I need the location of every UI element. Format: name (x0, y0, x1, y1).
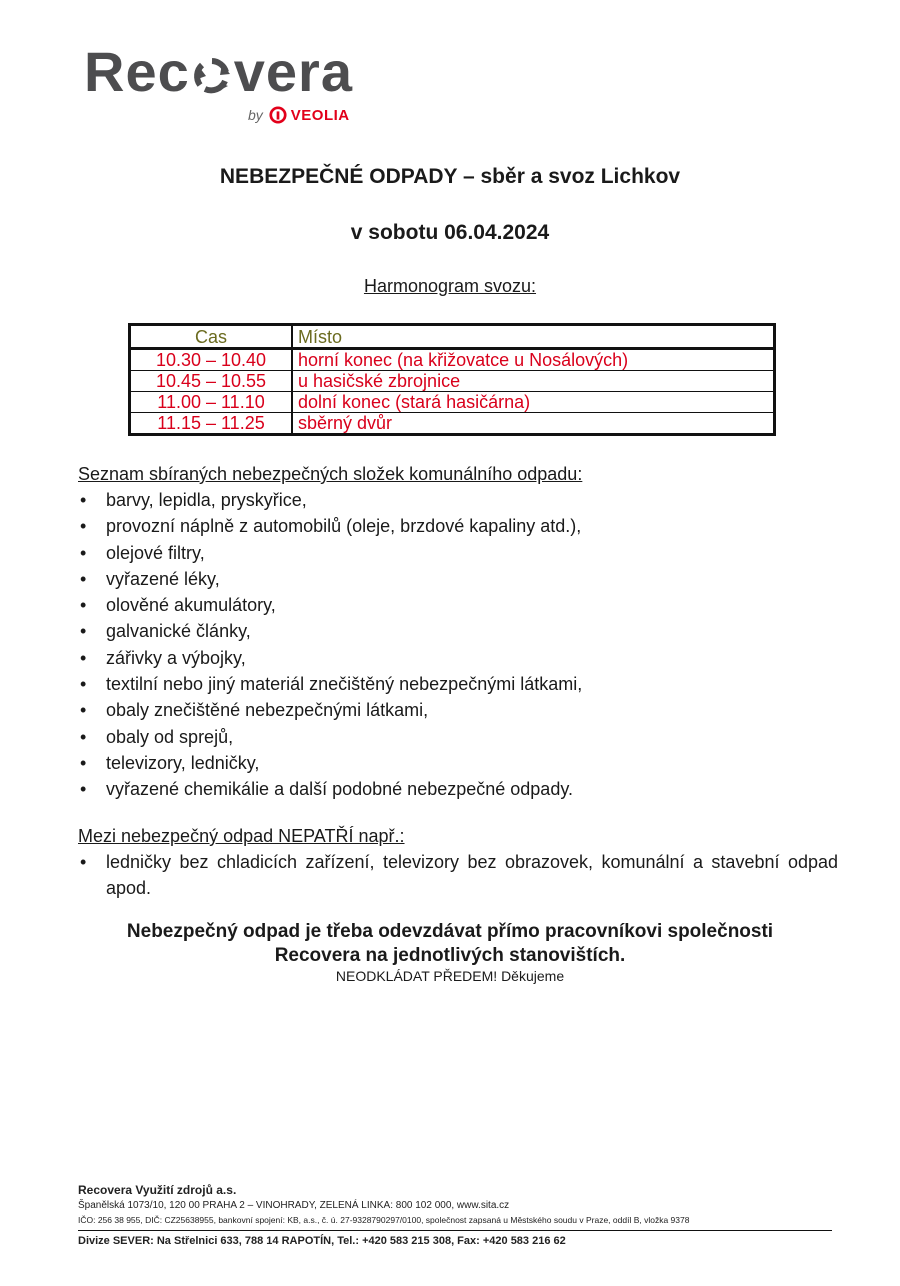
excluded-waste-section (78, 823, 838, 902)
list-item: • obaly znečištěné nebezpečnými látkami, (78, 697, 838, 723)
table-row (130, 371, 775, 392)
list-item: • provozní náplně z automobilů (oleje, brzdové kapaliny atd.), (78, 513, 838, 539)
notice-line-3: NEODKLÁDAT PŘEDEM! Děkujeme (335, 968, 565, 984)
list-item: • vyřazené chemikálie a další podobné nebezpečné odpady. (78, 776, 838, 802)
table-row (130, 392, 775, 413)
recovera-logo (84, 42, 364, 132)
list-item: • textilní nebo jiný materiál znečištěný nebezpečnými látkami, (78, 671, 838, 697)
footer-divider (78, 1230, 832, 1231)
time-cell: 11.00 – 11.10 (130, 392, 293, 413)
column-header-place: Místo (292, 325, 775, 349)
footer-company: Recovera Využití zdrojů a.s. (78, 1183, 237, 1197)
notice-bold (0, 920, 900, 968)
veolia-logo-icon (269, 106, 287, 124)
column-header-time: Cas (130, 325, 293, 349)
footer-division: Divize SEVER: Na Střelnici 633, 788 14 RAPOTÍN, Tel.: +420 583 215 308, Fax: +420 583 216 62 (78, 1235, 566, 1247)
list-item: • vyřazené léky, (78, 566, 838, 592)
time-cell: 10.30 – 10.40 (130, 349, 293, 371)
list-item: • obaly od sprejů, (78, 724, 838, 750)
place-cell: dolní konec (stará hasičárna) (292, 392, 775, 413)
table-row (130, 413, 775, 435)
place-cell: u hasičské zbrojnice (292, 371, 775, 392)
list-item: • televizory, ledničky, (78, 750, 838, 776)
excluded-heading: Mezi nebezpečný odpad NEPATŘÍ např.: (78, 826, 405, 846)
list-item: • olověné akumulátory, (78, 592, 838, 618)
logo-wordmark (84, 42, 364, 102)
list-item: • galvanické články, (78, 618, 838, 644)
notice-line-1: Nebezpečný odpad je třeba odevzdávat přímo pracovníkovi společnosti (126, 921, 774, 942)
logo-text-start: Rec (84, 40, 190, 103)
notice-line-2: Recovera na jednotlivých stanovištích. (274, 945, 626, 966)
date-line: v sobotu 06.04.2024 (350, 221, 550, 244)
footer (78, 1182, 832, 1248)
excluded-list (78, 849, 838, 902)
list-item: • barvy, lepidla, pryskyřice, (78, 487, 838, 513)
collected-waste-section (78, 461, 838, 803)
recycle-arrows-icon (192, 56, 232, 96)
footer-address: Španělská 1073/10, 120 00 PRAHA 2 – VINOHRADY, ZELENÁ LINKA: 800 102 000, www.sita.cz (78, 1200, 510, 1211)
list-item: • ledničky bez chladicích zařízení, televizory bez obrazovek, komunální a stavební odpad apod. (78, 849, 838, 902)
veolia-text: VEOLIA (290, 106, 350, 124)
logo-text-end: vera (233, 40, 353, 103)
list-item: • olejové filtry, (78, 540, 838, 566)
time-cell: 11.15 – 11.25 (130, 413, 293, 435)
page-title: NEBEZPEČNÉ ODPADY – sběr a svoz Lichkov (219, 165, 681, 188)
table-row (130, 349, 775, 371)
place-cell: horní konec (na křižovatce u Nosálových) (292, 349, 775, 371)
place-cell: sběrný dvůr (292, 413, 775, 435)
by-label: by (248, 107, 263, 123)
table-header-row (130, 325, 775, 349)
schedule-table (128, 323, 776, 436)
list-item: • zářivky a výbojky, (78, 645, 838, 671)
collected-heading: Seznam sbíraných nebezpečných složek komunálního odpadu: (78, 464, 583, 484)
collected-list (78, 487, 838, 803)
schedule-heading: Harmonogram svozu: (363, 276, 537, 296)
time-cell: 10.45 – 10.55 (130, 371, 293, 392)
veolia-byline (248, 106, 350, 124)
footer-registration: IČO: 256 38 955, DIČ: CZ25638955, bankovní spojení: KB, a.s., č. ú. 27-9328790297/0100, společnost zapsaná u Městského soudu v Praze, oddíl B, vložka 9378 (78, 1215, 690, 1225)
